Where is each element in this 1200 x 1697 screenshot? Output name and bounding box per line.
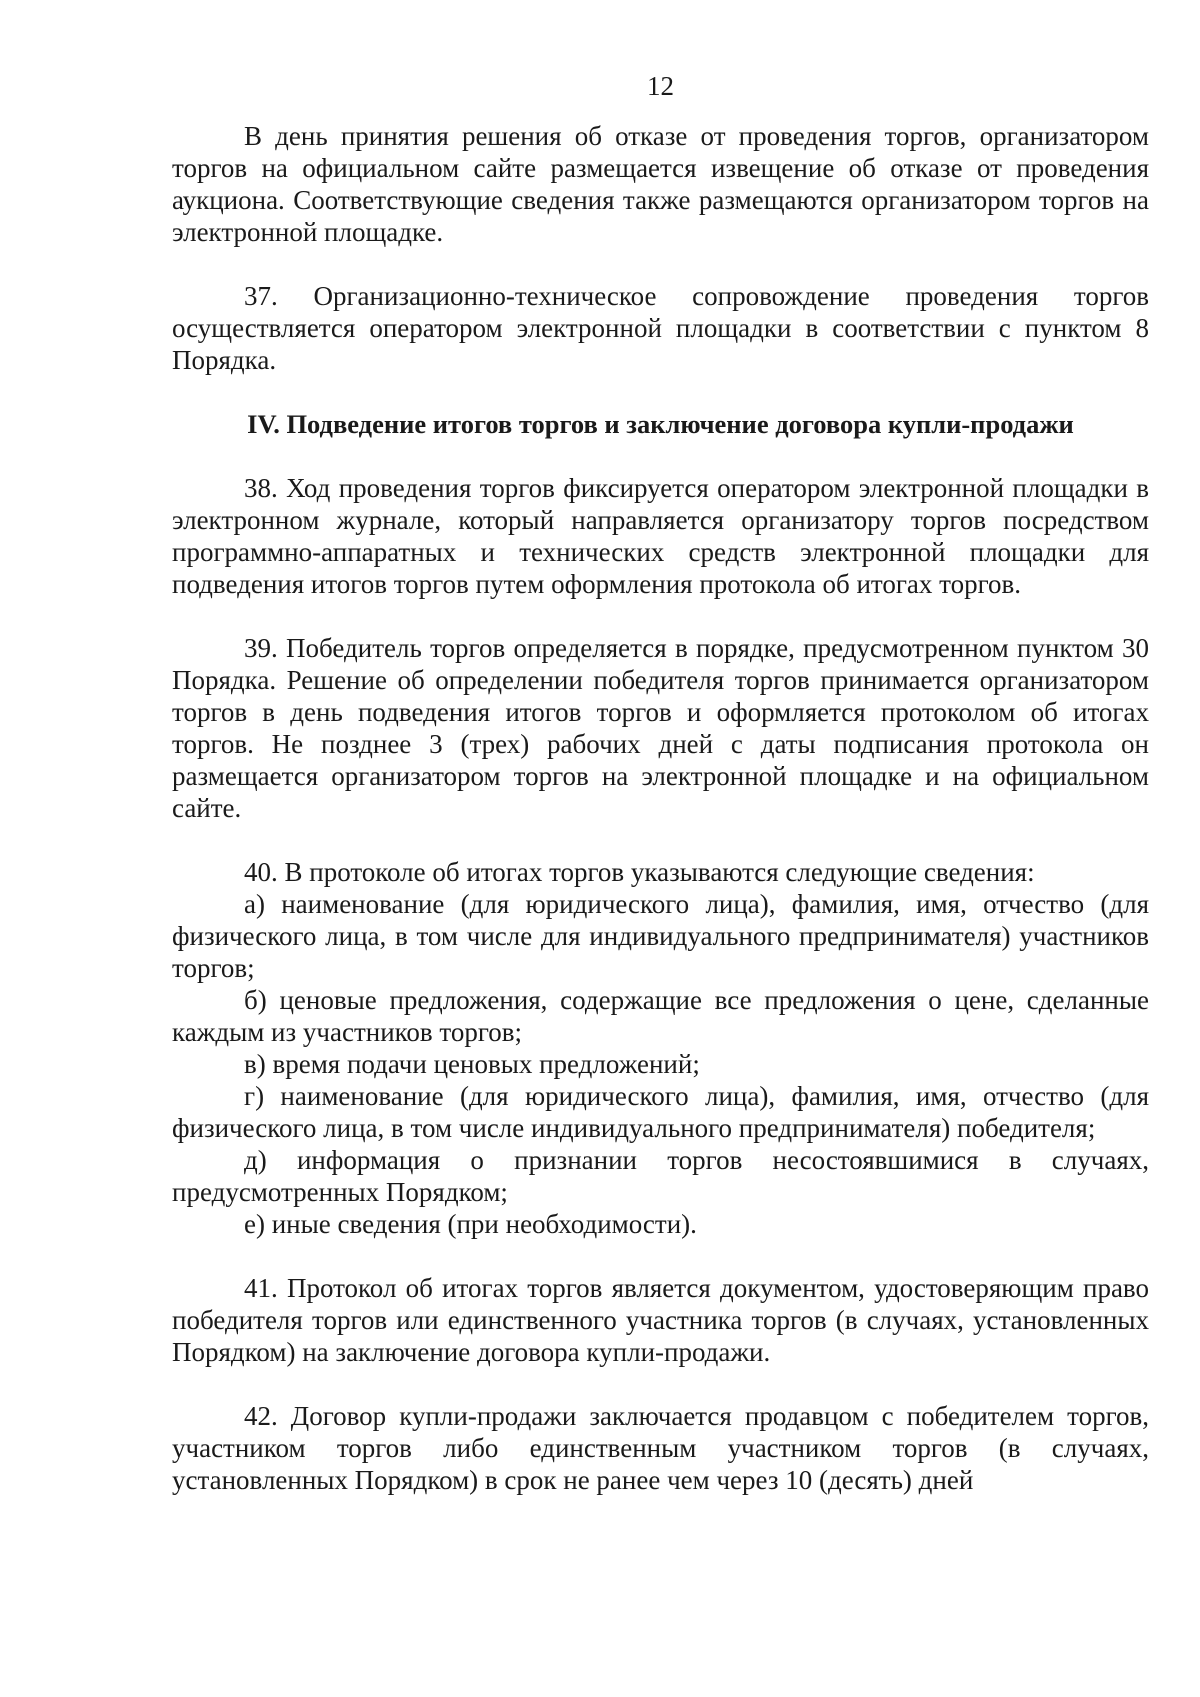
list-item-40a: а) наименование (для юридического лица), фамилия, имя, отчество (для физического лица, в том числе для индивидуального предпринимателя) участников торгов; (172, 889, 1149, 983)
paragraph-39: 39. Победитель торгов определяется в порядке, предусмотренном пунктом 30 Порядка. Решение об определении победителя торгов принимается организатором торгов в день подведения итогов торгов и оформляется протоколом об итогах торгов. Не позднее 3 (трех) рабочих дней с даты подписания протокола он размещается организатором торгов на электронной площадке и на официальном сайте. (172, 633, 1149, 823)
paragraph-spacer (172, 440, 1149, 472)
list-item-40e: д) информация о признании торгов несостоявшимися в случаях, предусмотренных Порядком; (172, 1145, 1149, 1207)
paragraph-spacer (172, 1368, 1149, 1400)
paragraph-37: 37. Организационно-техническое сопровождение проведения торгов осуществляется оператором электронной площадки в соответствии с пунктом 8 Порядка. (172, 281, 1149, 375)
paragraph-auction-cancellation: В день принятия решения об отказе от проведения торгов, организатором торгов на официальном сайте размещается извещение об отказе от проведения аукциона. Соответствующие сведения также размещаются организатором торгов на электронной площадке. (172, 121, 1149, 247)
paragraph-42: 42. Договор купли-продажи заключается продавцом с победителем торгов, участником торгов либо единственным участником торгов (в случаях, установленных Порядком) в срок не ранее чем через 10 (десять) дней (172, 1401, 1149, 1495)
document-body (172, 120, 1149, 1496)
paragraph-41: 41. Протокол об итогах торгов является документом, удостоверяющим право победителя торгов или единственного участника торгов (в случаях, установленных Порядком) на заключение договора купли-продажи. (172, 1273, 1149, 1367)
paragraph-40: 40. В протоколе об итогах торгов указываются следующие сведения: (244, 857, 1035, 887)
list-item-40c: в) время подачи ценовых предложений; (244, 1049, 700, 1079)
paragraph-spacer (172, 248, 1149, 280)
paragraph-spacer (172, 824, 1149, 856)
paragraph-spacer (172, 1240, 1149, 1272)
section-heading: IV. Подведение итогов торгов и заключение договора купли-продажи (247, 409, 1074, 439)
list-item-40f: е) иные сведения (при необходимости). (244, 1209, 697, 1239)
list-item-40d: г) наименование (для юридического лица), фамилия, имя, отчество (для физического лица, в том числе индивидуального предпринимателя) победителя; (172, 1081, 1149, 1143)
paragraph-spacer (172, 376, 1149, 408)
paragraph-38: 38. Ход проведения торгов фиксируется оператором электронной площадки в электронном журнале, который направляется организатору торгов посредством программно-аппаратных и технических средств электронной площадки для подведения итогов торгов путем оформления протокола об итогах торгов. (172, 473, 1149, 599)
list-item-40b: б) ценовые предложения, содержащие все предложения о цене, сделанные каждым из участников торгов; (172, 985, 1149, 1047)
paragraph-spacer (172, 600, 1149, 632)
page-number: 12 (647, 71, 674, 101)
